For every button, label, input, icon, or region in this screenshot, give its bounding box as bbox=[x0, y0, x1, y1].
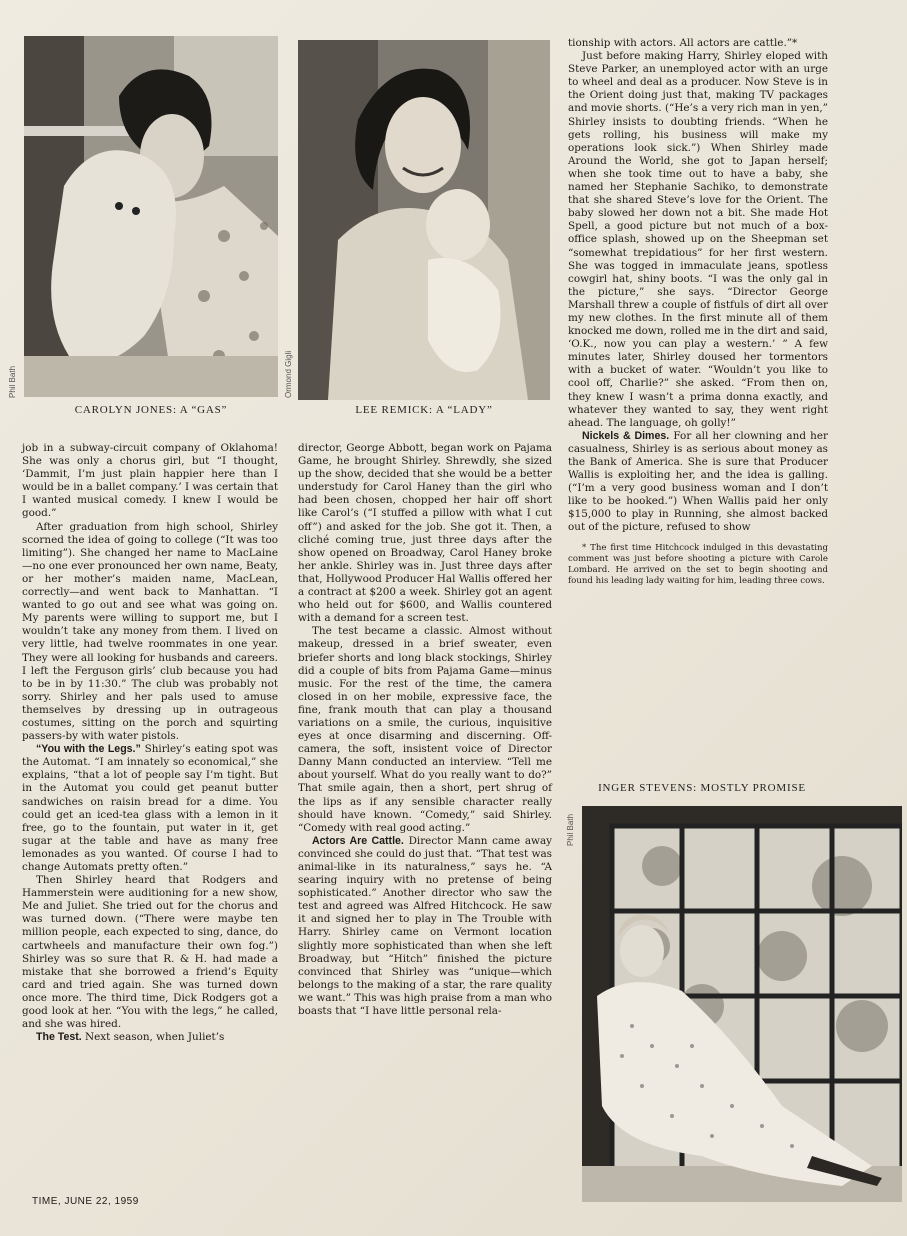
photo-credit-stevens: Phil Bath bbox=[566, 813, 575, 846]
subhead-you-with-the-legs: “You with the Legs.” bbox=[36, 743, 141, 756]
col2-paragraph-3-text: Director Mann came away convinced she could do just that. “That test was animal-like in its naturalness,” says he. “A searing inquiry with no pretense of being sophisticated.” Another director who saw the test and agreed was Alfred Hitchcock. He saw it and signed her to play in The Trouble with Harry. Shirley came on Vermont location slightly more sophisticated than when she left Broadway, but “Hitch” finished the picture convinced that Shirley was “unique—which belongs to the making of a star, the rare quality we want.” This was high praise from a man who boasts that “I have little personal rela- bbox=[298, 834, 553, 1018]
photo-credit-jones: Phil Bath bbox=[8, 365, 17, 398]
col2-paragraph-1: director, George Abbott, began work on Pajama Game, he brought Shirley. Shrewdly, she sized up the show, decided that she would be a better understudy for Carol Haney than the girl who had been chosen, chopped her hair off short like Carol’s (“I stuffed a pillow with what I cut off”) and asked for the job. She got it. Then, a cliché coming true, just three days after the show opened on Broadway, Carol Haney broke her ankle. Shirley was in. Just three days after that, Hollywood Producer Hal Wallis offered her a contract at $200 a week. Shirley got an agent who held out for $600, and Wallis countered with a demand for a screen test. bbox=[298, 442, 552, 625]
footnote: * The first time Hitchcock indulged in this devastating comment was just before shooting a picture with Carole Lombard. He arrived on the set to begin shooting and found his leading lady waiting for him, leading three cows. bbox=[568, 542, 828, 587]
col1-paragraph-5 bbox=[22, 1031, 278, 1044]
article-column-2 bbox=[298, 442, 552, 1018]
subhead-the-test: The Test. bbox=[36, 1031, 82, 1044]
col3-paragraph-2 bbox=[568, 430, 828, 535]
col2-paragraph-3 bbox=[298, 835, 552, 1018]
caption-inger-stevens: INGER STEVENS: MOSTLY PROMISE bbox=[598, 782, 806, 794]
caption-lee-remick: LEE REMICK: A “LADY” bbox=[355, 404, 493, 416]
article-column-1 bbox=[22, 442, 278, 1044]
carolyn-jones-image bbox=[24, 36, 278, 397]
photo-lee-remick bbox=[298, 40, 550, 400]
subhead-actors-are-cattle: Actors Are Cattle. bbox=[312, 834, 404, 847]
col1-paragraph-5-text: Next season, when Juliet’s bbox=[81, 1031, 225, 1044]
photo-credit-remick: Ormond Gigli bbox=[284, 350, 293, 398]
caption-carolyn-jones: CAROLYN JONES: A “GAS” bbox=[74, 404, 228, 416]
page-footer: TIME, JUNE 22, 1959 bbox=[32, 1196, 139, 1207]
article-column-3 bbox=[568, 37, 828, 587]
col1-paragraph-2: After graduation from high school, Shirley scorned the idea of going to college (“It was too limiting”). She changed her name to MacLaine—no one ever pronounced her own name, Beaty, or her mother’s maiden name, MacLean, correctly—and went back to Manhattan. “I wanted to go out and see what was going on. My parents were willing to support me, but I wouldn’t take any money from them. I lived on very little, had twelve roommates in one year. They were all looking for husbands and careers. I left the Ferguson girls’ club because you had to be in by 11:30.” The club was probably not sorry. Shirley and her pals used to amuse themselves by dressing up in outrageous costumes, sitting on the porch and squirting passers-by with water pistols. bbox=[22, 520, 278, 743]
inger-stevens-image bbox=[582, 806, 902, 1202]
col3-paragraph-0: tionship with actors. All actors are cattle.”* bbox=[568, 37, 798, 49]
col1-paragraph-3-text: Shirley’s eating spot was the Automat. “I am innately so economical,” she explains, “that a lot of people say I’m tight. But in the Automat you could get peanut butter sandwiches on raisin bread for a dime. You could get an iced-tea glass with a lemon in it free, go to the fountain, put water in it, get sugar at the table and have as many free lemonades as you wanted. Of course I had to change Automats pretty often.” bbox=[22, 743, 279, 873]
photo-carolyn-jones bbox=[24, 36, 278, 397]
col2-paragraph-2: The test became a classic. Almost without makeup, dressed in a brief sweater, even briefer shorts and long black stockings, Shirley did a couple of bits from Pajama Game—minus music. For the rest of the time, the camera closed in on her mobile, expressive face, the fine, frank mouth that can play a thousand variations on a smile, the curious, inquisitive eyes at once disarming and discerning. Off-camera, the soft, insistent voice of Director Danny Mann conducted an interview. “Tell me about yourself. What do you really want to do?” That smile again, then a short, pert shrug of the lips as if any sensible character really should have known. “Comedy,” said Shirley. “Comedy with real good acting.” bbox=[298, 625, 552, 834]
col1-paragraph-4: Then Shirley heard that Rodgers and Hammerstein were auditioning for a new show, Me and Juliet. She tried out for the chorus and was turned down. (“There were maybe ten million people, each expected to sing, dance, do cartwheels and manufacture their own fog.”) Shirley was so sure that R. & H. had made a mistake that she borrowed a friend’s Equity card and tried again. She was turned down once more. The third time, Dick Rodgers got a good look at her. “You with the legs,” he called, and she was hired. bbox=[22, 874, 278, 1031]
col3-paragraph-1: Just before making Harry, Shirley eloped with Steve Parker, an unemployed actor with an urge to wheel and deal as a producer. Now Steve is in the Orient doing just that, making TV packages and movie shorts. (“He’s a very rich man in yen,” Shirley insists to doubting friends. “When he gets rolling, his business will make my operations look sick.”) When Shirley made Around the World, she got to Japan herself; when she took time out to have a baby, she named her Stephanie Sachiko, to demonstrate that she shared Steve’s love for the Orient. The baby slowed her down not a bit. She made Hot Spell, a good picture but not much of a box-office splash, showed up on the Sheepman set “somewhat trepidatious” for her first western. She was togged in immaculate jeans, spotless cowgirl hat, shiny boots. “I was the only gal in the picture,” she says. “Director George Marshall threw a couple of fistfuls of dirt all over my new clothes. In the first minute all of them knocked me down, rolled me in the dirt and said, ‘O.K., now you can play a western.’ ” A few minutes later, Shirley doused her tormentors with a bucket of water. “Wouldn’t you like to cool off, Charlie?” she asked. “From then on, they knew I wasn’t a prima donna exactly, and whatever they wanted to say, they went right ahead. The language, oh golly!” bbox=[568, 50, 828, 429]
col1-paragraph-1: job in a subway-circuit company of Oklahoma! She was only a chorus girl, but “I thought, ‘Dammit, I’m just plain happier here than I would be in a ballet company.’ I was certain that I wanted musical comedy. I knew I would be good.” bbox=[22, 442, 279, 520]
photo-inger-stevens bbox=[582, 806, 902, 1202]
lee-remick-image bbox=[298, 40, 550, 400]
col3-paragraph-2-text: For all her clowning and her casualness, Shirley is as serious about money as the Bank of America. She is sure that Producer Wallis is exploiting her, and the idea is galling. (“I’m a very good business woman and I don’t like to be hooked.”) When Wallis paid her only $15,000 to play in Running, she almost backed out of the picture, refused to show bbox=[568, 429, 828, 534]
subhead-nickels-and-dimes: Nickels & Dimes. bbox=[582, 429, 670, 442]
col1-paragraph-3 bbox=[22, 743, 278, 874]
